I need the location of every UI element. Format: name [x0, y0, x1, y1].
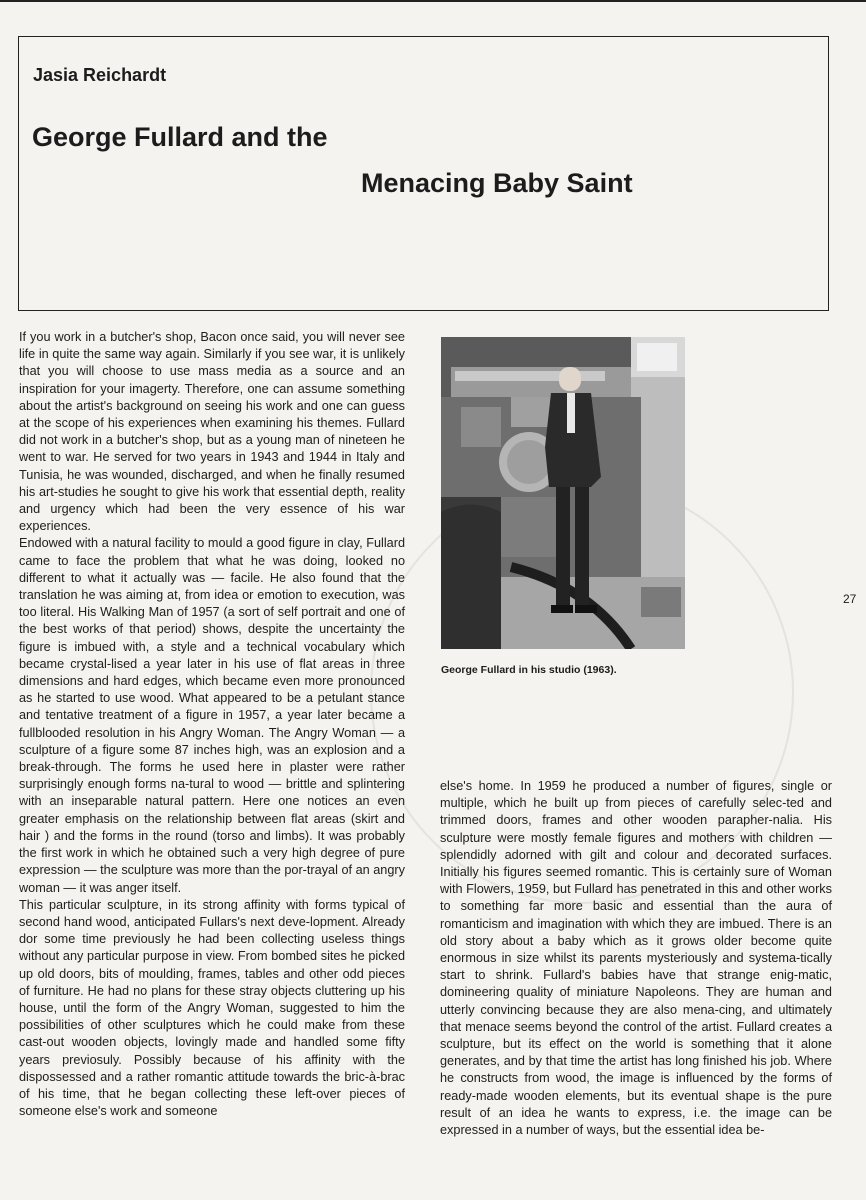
title-box	[18, 36, 829, 311]
body-column-left	[19, 329, 405, 1120]
studio-photo-illustration	[441, 337, 685, 649]
page-number: 27	[843, 592, 857, 606]
paragraph: If you work in a butcher's shop, Bacon once said, you will never see life in quite the same way again. Similarly if you see war, it is unlikely that you will choose to use mass media as a source and an inspiration for your imagerty. Therefore, one can assume something about the artist's background on seeing his work and one can guess at the scope of his experiences when examining his themes. Fullard did not work in a butcher's shop, but as a young man of nineteen he went to war. He served for two years in 1943 and 1944 in Italy and Tunisia, he was wounded, discharged, and when he finally resumed his art-studies he sought to give his work that essential depth, reality and urgency which had been the very essence of his war experiences.	[19, 330, 405, 534]
article-title-line-2: Menacing Baby Saint	[361, 168, 633, 198]
photo-caption: George Fullard in his studio (1963).	[441, 664, 617, 676]
top-rule	[0, 0, 866, 2]
author-name: Jasia Reichardt	[33, 65, 167, 85]
studio-photo	[441, 337, 685, 649]
paragraph: else's home. In 1959 he produced a number of figures, single or multiple, which he built up from pieces of carefully selec-ted and trimmed doors, frames and other wooden parapher-nalia. His sculpture were mostly female figures and mothers with children — splendidly adorned with gilt and colour and decorated surfaces. Initially his figures seemed romantic. This is certainly sure of Woman with Flowers, 1959, but Fullard has penetrated in this and other works to something far more basic and essential than the aura of romanticism and imagination with which they are imbued. There is an old story about a baby which as it grows older become quite enormous in size whilst its parents mysteriously and systema-tically start to shrink. Fullard's babies have that strange enig-matic, domineering quality of miniature Napoleons. They are human and utterly convincing because they are also mena-cing, and ultimately that menace seems beyond the control of the artist. Fullard creates a sculpture, but its effect on the world is something that it alone generates, and by that time the artist has long finished his job. Where he constructs from wood, the image is influenced by the forms of ready-made wooden elements, but its eventual shape is the pure result of an idea he wants to express, i.e. the image can be expressed in a number of ways, but the essential idea be-	[440, 779, 832, 1138]
paragraph: Endowed with a natural facility to mould a good figure in clay, Fullard came to face the problem that what he was doing, looked no different to what it actually was — facile. He also found that the translation he was aiming at, from idea or emotion to execution, was too literal. His Walking Man of 1957 (a sort of self portrait and one of the best works of that period) shows, despite the uncertainty the figure is imbued with, a style and a technical vocabulary which became crystal-lised a year later in his use of flat areas in three dimensions and hard edges, which became even more pronounced as he started to use wood. What appeared to be a petulant stance and tentative treatment of a figure in 1957, a year later became a fullblooded resolution in his Angry Woman. The Angry Woman — a sculpture of a figure some 87 inches high, was an explosion and a break-through. The forms he used here in plaster were rather surprisingly enough forms na-tural to wood — brittle and splintering with an inseparable natural pattern. Here one notices an even greater emphasis on the relationship between flat areas (skirt and hair ) and the forms in the round (torso and limbs). It was probably the first work in which he obtained such a very high degree of pure expression — the sculpture was more than the por-trayal of an angry woman — it was anger itself.	[19, 536, 405, 895]
body-column-right	[440, 778, 832, 1139]
paragraph: This particular sculpture, in its strong affinity with forms typical of second hand wood, anticipated Fullars's next deve-lopment. Already dor some time previously he had been collecting useless things without any particular purpose in view. From bombed sites he picked up old doors, bits of moulding, frames, tables and other odd pieces of furniture. He had no plans for these stray objects cluttering up his house, until the form of the Angry Woman, suggested to him the possibilities of other sculptures which he could make from these cast-out wooden objects, lovingly made and handled some fifty years previosuly. Possibly because of his affinity with the dispossessed and a rather romantic attitude towards the bric-à-brac of his time, that he began collecting these left-over pieces of someone else's work and someone	[19, 897, 405, 1119]
article-title-line-1: George Fullard and the	[32, 122, 328, 152]
